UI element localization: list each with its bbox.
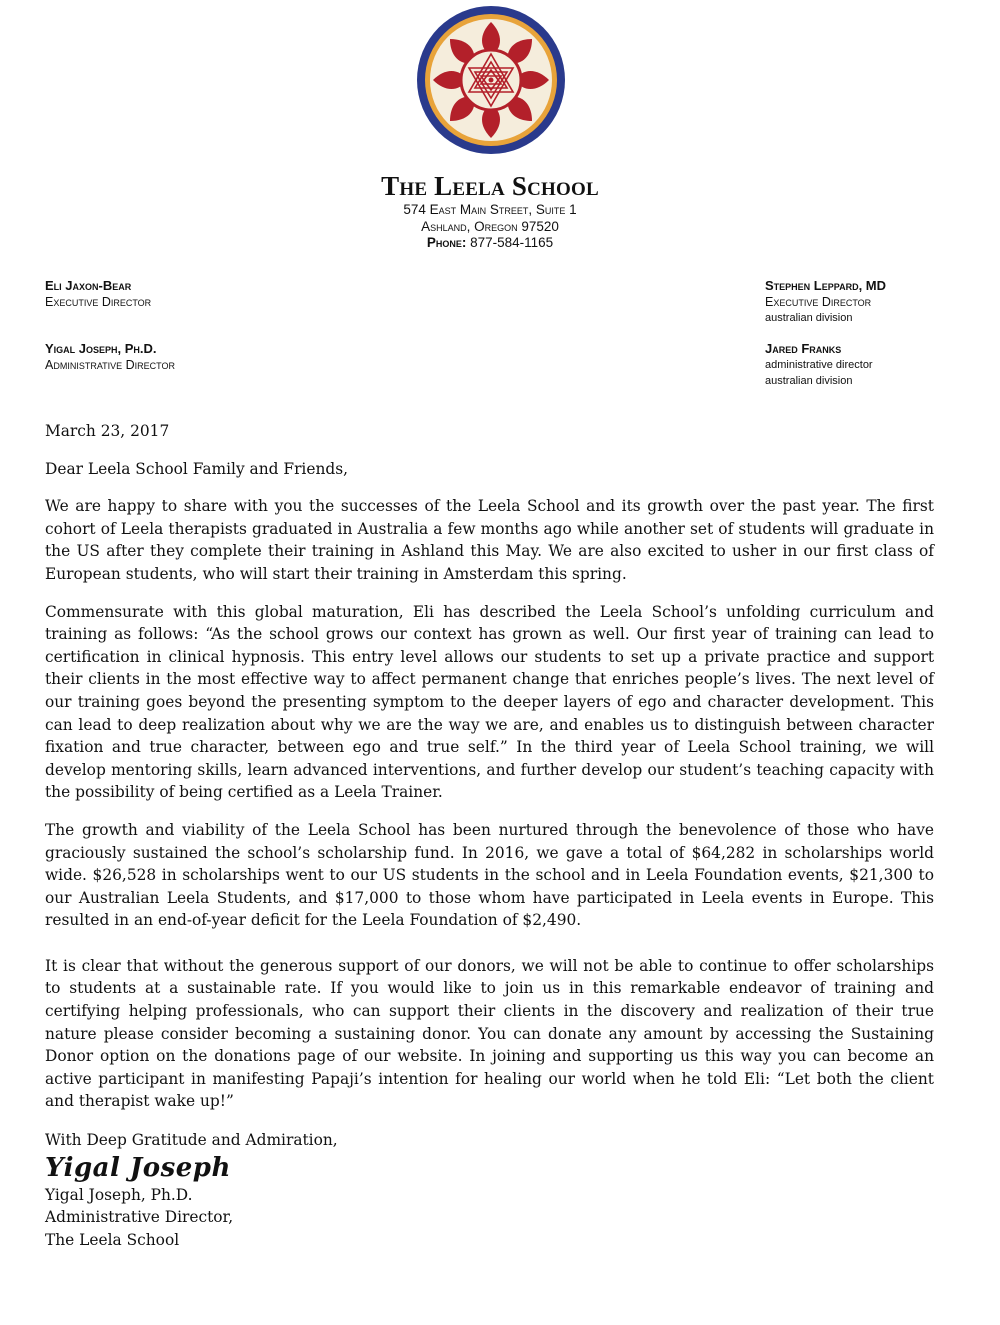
phone-line bbox=[0, 235, 980, 252]
staff-right-2 bbox=[765, 341, 873, 389]
staff-title: Executive Director bbox=[765, 295, 872, 309]
phone-number: 877-584-1165 bbox=[466, 235, 554, 250]
letter-date: March 23, 2017 bbox=[45, 422, 170, 440]
school-name: The Leela School bbox=[381, 171, 599, 201]
staff-name: Eli Jaxon-Bear bbox=[45, 278, 132, 293]
staff-division: australian division bbox=[765, 375, 853, 387]
staff-left-2 bbox=[45, 341, 175, 373]
salutation: Dear Leela School Family and Friends, bbox=[45, 459, 349, 478]
paragraph-3: The growth and viability of the Leela School has been nurtured through the benevolence of those who have graciously sustained the school’s scholarship fund. In 2016, we gave a total of $64,282 in scholarships world wide. $26,528 in scholarships went to our US students in the school and in Leela Foundation events, $21,300 to our Australian Leela Students, and $17,000 to those whom have participated in Leela events in Europe. This resulted in an end-of-year deficit for the Leela Foundation of $2,490. bbox=[45, 820, 934, 930]
letterhead bbox=[0, 170, 980, 252]
staff-name: Jared Franks bbox=[765, 341, 842, 356]
closing: With Deep Gratitude and Admiration, bbox=[45, 1131, 338, 1150]
handwritten-signature: Yigal Joseph bbox=[45, 1152, 231, 1183]
address-line-2: Ashland, Oregon 97520 bbox=[421, 218, 559, 234]
signer-title: Administrative Director, bbox=[45, 1208, 234, 1227]
signer-name: Yigal Joseph, Ph.D. bbox=[45, 1185, 193, 1204]
letter-body bbox=[45, 420, 934, 1251]
paragraph-4: It is clear that without the generous support of our donors, we will not be able to continue to offer scholarships to students at a sustainable rate. If you would like to join us in this remarkable endeavor of training and certifying helping professionals, who can support their clients in the discovery and realization of their true nature please consider becoming a sustaining donor. You can donate any amount by accessing the Sustaining Donor option on the donations page of our website. In joining and supporting us this way you can become an active participant in manifesting Papaji’s intention for healing our world when he told Eli: “Let both the client and therapist wake up!” bbox=[45, 956, 934, 1111]
staff-title: administrative director bbox=[765, 359, 873, 371]
staff-left-1 bbox=[45, 278, 151, 310]
staff-division: australian division bbox=[765, 312, 853, 324]
paragraph-1: We are happy to share with you the successes of the Leela School and its growth over the past year. The first cohort of Leela therapists graduated in Australia a few months ago while another set of students will graduate in the US after they complete their training in Ashland this May. We are also excited to usher in our first class of European students, who will start their training in Amsterdam this spring. bbox=[45, 497, 934, 583]
staff-title: Executive Director bbox=[45, 295, 152, 309]
signer-org: The Leela School bbox=[45, 1230, 180, 1249]
phone-label: Phone: bbox=[426, 235, 467, 250]
address-line-1: 574 East Main Street, Suite 1 bbox=[403, 202, 577, 217]
staff-name: Stephen Leppard, MD bbox=[765, 278, 887, 293]
leela-school-logo bbox=[415, 4, 567, 156]
paragraph-2: Commensurate with this global maturation, Eli has described the Leela School’s unfolding curriculum and training as follows: “As the school grows our context has grown as well. Our first year of training can lead to certification in clinical hypnosis. This entry level allows our students to set up a private practice and support their clients in the most effective way to affect permanent change that enriches people’s lives. The next level of our training goes beyond the presenting symptom to the deeper layers of ego and character development. This can lead to deep realization about why we are the way we are, and enables us to distinguish between character fixation and true character, between ego and true self.” In the third year of Leela School training, we will develop mentoring skills, learn advanced interventions, and further develop our student’s teaching capacity with the possibility of being certified as a Leela Trainer. bbox=[45, 602, 934, 802]
staff-title: Administrative Director bbox=[45, 358, 176, 372]
staff-right-1 bbox=[765, 278, 886, 326]
staff-name: Yigal Joseph, Ph.D. bbox=[45, 341, 157, 356]
